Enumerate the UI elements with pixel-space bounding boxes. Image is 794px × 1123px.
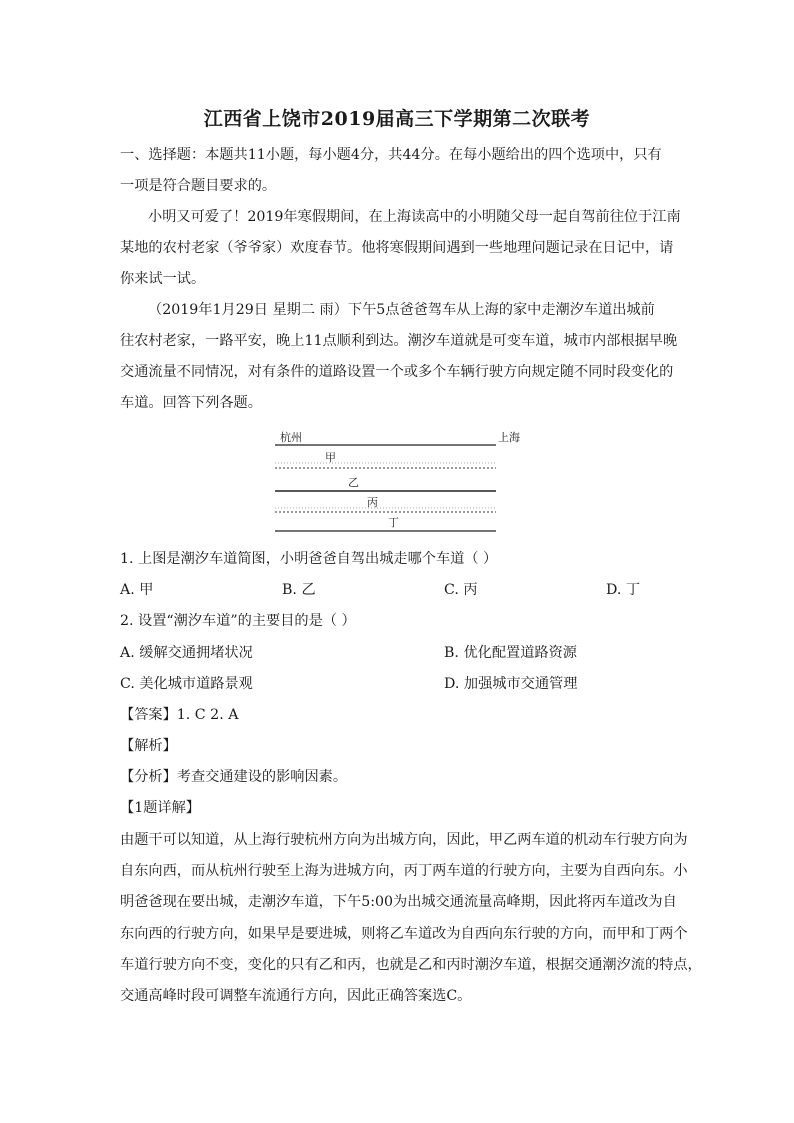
- diary-line2: 往农村老家，一路平安，晚上11点顺利到达。潮汐车道就是可变车道，城市内部根据早晚: [120, 333, 678, 349]
- detail-line: 车道行驶方向不变，变化的只有乙和丙，也就是乙和丙时潮汐车道，根据交通潮汐流的特点，: [120, 957, 702, 973]
- detail-line: 交通高峰时段可调整车流通行方向，因此正确答案选C。: [120, 988, 472, 1004]
- detail-line: 由题干可以知道，从上海行驶杭州方向为出城方向，因此，甲乙两车道的机动车行驶方向为: [120, 832, 688, 848]
- q1-option-d: D. 丁: [606, 582, 641, 598]
- section-heading-line1: 一、选择题：本题共11小题，每小题4分，共44分。在每小题给出的四个选项中，只有: [120, 147, 662, 163]
- lane-label-bing: 丙: [367, 496, 378, 509]
- fenxi-line: 【分析】考查交通建设的影响因素。: [120, 769, 348, 785]
- diary-line1: （2019年1月29日 星期二 雨）下午5点爸爸驾车从上海的家中走潮汐车道出城前: [148, 302, 655, 318]
- q2-option-d: D. 加强城市交通管理: [444, 676, 578, 692]
- detail-heading: 【1题详解】: [120, 800, 200, 816]
- analysis-heading: 【解析】: [120, 738, 177, 754]
- diary-line4: 车道。回答下列各题。: [120, 395, 262, 411]
- question-2-stem: 2. 设置“潮汐车道”的主要目的是（ ）: [120, 613, 356, 629]
- lane-label-jia: 甲: [325, 451, 336, 464]
- q1-option-a: A. 甲: [120, 582, 154, 598]
- q1-option-c: C. 丙: [444, 582, 478, 598]
- intro-line3: 你来试一试。: [120, 271, 206, 287]
- intro-line1: 小明又可爱了！2019年寒假期间，在上海读高中的小明随父母一起自驾前往位于江南: [148, 209, 681, 225]
- intro-line2: 某地的农村老家（爷爷家）欢度春节。他将寒假期间遇到一些地理问题记录在日记中，请: [120, 240, 674, 256]
- q2-option-b: B. 优化配置道路资源: [444, 645, 577, 661]
- diary-line3: 交通流量不同情况，对有条件的道路设置一个或多个车辆行驶方向规定随不同时段变化的: [120, 364, 674, 380]
- detail-line: 明爸爸现在要出城，走潮汐车道，下午5:00为出城交通流量高峰期，因此将丙车道改为自: [120, 894, 677, 910]
- section-heading-line2: 一项是符合题目要求的。: [120, 178, 277, 194]
- lane-label-yi: 乙: [348, 476, 359, 489]
- answer-line: 【答案】1. C 2. A: [120, 707, 239, 723]
- q2-option-a: A. 缓解交通拥堵状况: [120, 645, 253, 661]
- detail-line: 东向西的行驶方向，如果早是要进城，则将乙车道改为自西向东行驶的方向，而甲和丁两个: [120, 926, 688, 942]
- diagram-label-shanghai: 上海: [498, 431, 520, 444]
- page-title: 江西省上饶市2019届高三下学期第二次联考: [203, 108, 591, 130]
- detail-line: 自东向西，而从杭州行驶至上海为进城方向，丙丁两车道的行驶方向，主要为自西向东。小: [120, 863, 688, 879]
- lane-label-ding: 丁: [388, 516, 399, 529]
- q1-option-b: B. 乙: [282, 582, 316, 598]
- diagram-label-hangzhou: 杭州: [280, 431, 302, 444]
- tidal-lane-diagram: [270, 428, 530, 538]
- q2-option-c: C. 美化城市道路景观: [120, 676, 253, 692]
- question-1-stem: 1. 上图是潮汐车道简图，小明爸爸自驾出城走哪个车道（ ）: [120, 551, 498, 567]
